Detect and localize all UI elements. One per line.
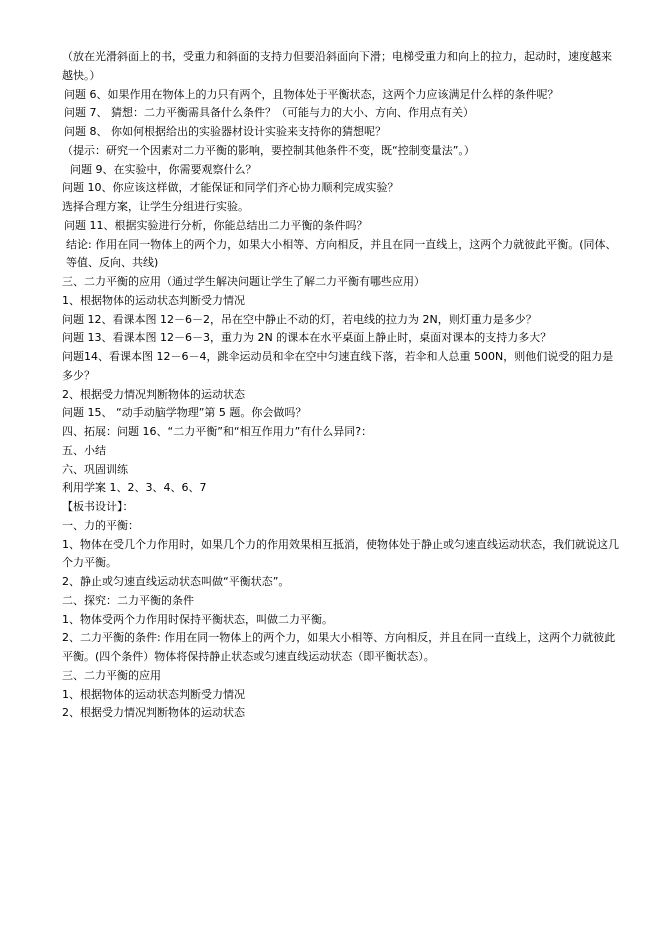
section-3-heading: 三、二力平衡的应用（通过学生解决问题让学生了解二力平衡有哪些应用）	[62, 275, 425, 288]
board-item-2-2: 2、二力平衡的条件: 作用在同一物体上的两个力，如果大小相等、方向相反，并且在同一直线上，这两个力就彼此平衡。(四个条件）物体将保持静止状态或匀速直线运动状态（即平衡状态）。	[62, 631, 616, 663]
hint-note: （提示：研究一个因素对二力平衡的影响，要控制其他条件不变，既“控制变量法”。）	[62, 143, 475, 157]
question-6: 问题 6、如果作用在物体上的力只有两个，且物体处于平衡状态，这两个力应该满足什么样的条件呢？	[64, 87, 559, 101]
section-5-heading: 五、小结	[62, 443, 106, 457]
board-design-heading: 【板书设计】：	[62, 500, 134, 513]
question-7: 问题 7、 猜想：二力平衡需具备什么条件？（可能与力的大小、方向、作用点有关）	[64, 106, 474, 120]
subsection-2: 2、根据受力情况判断物体的运动状态	[62, 387, 245, 401]
practice-list: 利用学案 1、2、3、4、6、7	[62, 481, 207, 495]
question-11: 问题 11、根据实验进行分析，你能总结出二力平衡的条件吗？	[64, 218, 368, 232]
board-item-3-1: 1、根据物体的运动状态判断受力情况	[62, 687, 245, 701]
board-item-1-1: 1、物体在受几个力作用时，如果几个力的作用效果相互抵消，使物体处于静止或匀速直线运动状态，我们就说这几个力平衡。	[62, 537, 619, 570]
example-note: （放在光滑斜面上的书，受重力和斜面的支持力但要沿斜面向下滑；电梯受重力和向上的拉力，起动时，速度越来越快。）	[62, 50, 612, 82]
section-4-heading: 四、拓展：问题 16、“二力平衡”和“相互作用力”有什么异同?：	[62, 425, 373, 438]
board-section-3: 三、二力平衡的应用	[62, 668, 161, 682]
board-section-1: 一、力的平衡：	[62, 518, 139, 532]
question-14: 问题14、看课本图 12－6－4，跳伞运动员和伞在空中匀速直线下落，若伞和人总重 500N，则他们说受的阻力是多少？	[62, 350, 614, 382]
question-13: 问题 13、看课本图 12－6－3，重力为 2N 的课本在水平桌面上静止时，桌面对课本的支持力多大？	[62, 331, 552, 345]
section-6-heading: 六、巩固训练	[62, 462, 128, 476]
question-12: 问题 12、看课本图 12－6－2，吊在空中静止不动的灯，若电线的拉力为 2N，则灯重力是多少？	[62, 312, 537, 326]
experiment-note: 选择合理方案，让学生分组进行实验。	[62, 200, 249, 213]
board-item-3-2: 2、根据受力情况判断物体的运动状态	[62, 706, 245, 720]
board-item-2-1: 1、物体受两个力作用时保持平衡状态，叫做二力平衡。	[62, 612, 333, 626]
subsection-1: 1、根据物体的运动状态判断受力情况	[62, 293, 245, 307]
document-body	[62, 48, 622, 723]
board-section-2: 二、探究：二力平衡的条件	[62, 593, 194, 607]
board-item-1-2: 2、静止或匀速直线运动状态叫做“平衡状态”。	[62, 575, 290, 588]
question-9: 问题 9、在实验中，你需要观察什么？	[70, 162, 257, 176]
question-15: 问题 15、 “动手动脑学物理”第 5 题。你会做吗？	[62, 406, 307, 420]
conclusion: 结论: 作用在同一物体上的两个力，如果大小相等、方向相反，并且在同一直线上，这两个力就彼此平衡。(同体、等值、反向、共线)	[66, 237, 617, 270]
question-10: 问题 10、你应该这样做，才能保证和同学们齐心协力顺利完成实验？	[62, 181, 399, 195]
question-8: 问题 8、 你如何根据给出的实验器材设计实验来支持你的猜想呢？	[64, 125, 386, 138]
